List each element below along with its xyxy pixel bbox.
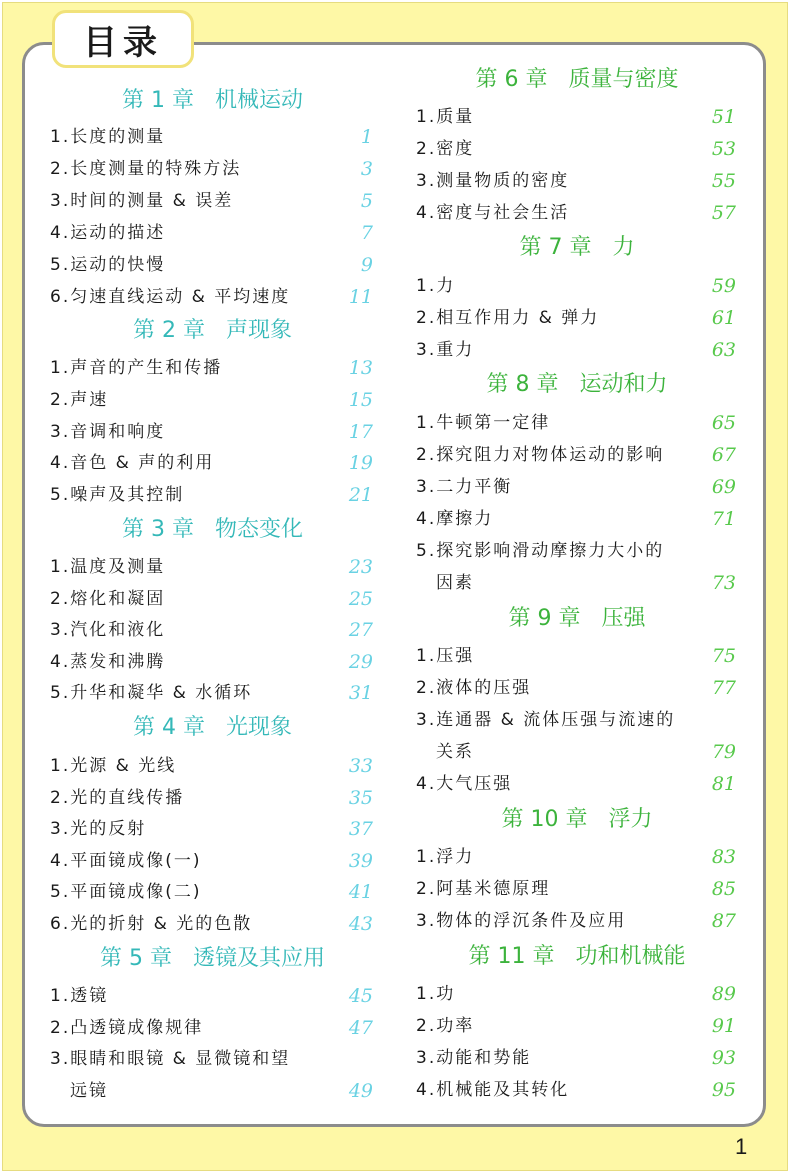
toc-entry[interactable]	[416, 842, 738, 872]
toc-entry[interactable]	[416, 705, 738, 735]
toc-entry-title: 3.连通器 & 流体压强与流速的	[416, 710, 676, 730]
toc-entry-title: 3.汽化和液化	[50, 620, 166, 640]
toc-entry-page: 21	[348, 484, 373, 506]
toc-entry-title: 1.长度的测量	[50, 127, 166, 147]
toc-entry-title: 2.阿基米德原理	[416, 879, 551, 899]
toc-entry-page: 9	[360, 254, 373, 276]
toc-entry-page: 61	[711, 307, 736, 329]
toc-entry[interactable]	[416, 166, 738, 196]
toc-entry[interactable]	[416, 102, 738, 132]
toc-entry[interactable]	[50, 218, 375, 248]
toc-entry[interactable]	[416, 641, 738, 671]
toc-entry[interactable]	[416, 440, 738, 470]
toc-entry-title: 3.二力平衡	[416, 477, 513, 497]
toc-entry-page: 13	[348, 357, 373, 379]
toc-entry[interactable]	[416, 504, 738, 534]
chapter-heading[interactable]: 第 3 章 物态变化	[122, 517, 303, 542]
toc-entry-page: 3	[360, 158, 373, 180]
toc-entry-title: 4.蒸发和沸腾	[50, 652, 166, 672]
toc-entry-page: 37	[348, 818, 373, 840]
toc-entry-page: 25	[348, 588, 373, 610]
toc-entry[interactable]	[416, 134, 738, 164]
toc-entry-title: 远镜	[70, 1081, 108, 1101]
toc-entry-page: 57	[711, 202, 736, 224]
toc-entry-title: 4.音色 & 声的利用	[50, 453, 215, 473]
toc-entry-page: 15	[348, 389, 373, 411]
toc-entry-title: 1.牛顿第一定律	[416, 413, 551, 433]
toc-entry[interactable]	[50, 154, 375, 184]
toc-entry-page: 19	[348, 452, 373, 474]
toc-entry[interactable]	[50, 846, 375, 876]
toc-entry-page: 65	[711, 412, 736, 434]
toc-entry-page: 47	[348, 1017, 373, 1039]
chapter-heading[interactable]: 第 1 章 机械运动	[122, 88, 303, 113]
toc-entry-title: 1.力	[416, 276, 456, 296]
chapter-heading[interactable]: 第 5 章 透镜及其应用	[100, 946, 325, 971]
toc-entry[interactable]	[416, 408, 738, 438]
toc-entry-page: 35	[348, 787, 373, 809]
toc-entry-title: 4.摩擦力	[416, 509, 494, 529]
toc-entry[interactable]	[50, 448, 375, 478]
toc-entry-title: 2.相互作用力 & 弹力	[416, 308, 600, 328]
toc-entry-continuation[interactable]	[416, 737, 738, 767]
toc-entry[interactable]	[50, 250, 375, 280]
toc-entry-title: 5.噪声及其控制	[50, 485, 185, 505]
toc-entry[interactable]	[50, 751, 375, 781]
chapter-heading[interactable]: 第 6 章 质量与密度	[475, 67, 679, 92]
page-title: 目录	[52, 10, 194, 68]
toc-entry-title: 3.眼睛和眼镜 & 显微镜和望	[50, 1049, 291, 1069]
toc-entry-page: 53	[711, 138, 736, 160]
toc-entry-title: 1.透镜	[50, 986, 109, 1006]
toc-entry-page: 71	[711, 508, 736, 530]
toc-entry-title: 因素	[436, 573, 474, 593]
toc-entry-page: 45	[348, 985, 373, 1007]
toc-entry[interactable]	[416, 198, 738, 228]
toc-entry-title: 1.光源 & 光线	[50, 756, 177, 776]
toc-entry-page: 23	[348, 556, 373, 578]
toc-entry[interactable]	[50, 783, 375, 813]
toc-entry-page: 59	[711, 275, 736, 297]
toc-entry[interactable]	[416, 979, 738, 1009]
toc-entry-page: 89	[711, 983, 736, 1005]
toc-entry-title: 1.压强	[416, 646, 475, 666]
toc-entry-page: 85	[711, 878, 736, 900]
toc-entry-page: 49	[348, 1080, 373, 1102]
toc-entry-title: 6.匀速直线运动 & 平均速度	[50, 287, 291, 307]
toc-entry-page: 7	[360, 222, 373, 244]
toc-entry-title: 3.时间的测量 & 误差	[50, 191, 234, 211]
toc-entry-page: 29	[348, 651, 373, 673]
toc-entry[interactable]	[50, 417, 375, 447]
chapter-heading[interactable]: 第 4 章 光现象	[133, 715, 292, 740]
chapter-heading[interactable]: 第 8 章 运动和力	[486, 372, 668, 397]
toc-entry[interactable]	[416, 1043, 738, 1073]
toc-entry-page: 75	[711, 645, 736, 667]
toc-entry[interactable]	[50, 353, 375, 383]
page-number: 1	[735, 1134, 748, 1159]
toc-entry-page: 77	[711, 677, 736, 699]
toc-entry-title: 2.密度	[416, 139, 475, 159]
toc-entry-page: 41	[348, 881, 373, 903]
toc-entry-page: 79	[711, 741, 736, 763]
toc-entry-page: 33	[348, 755, 373, 777]
toc-entry-page: 69	[711, 476, 736, 498]
toc-entry-title: 2.探究阻力对物体运动的影响	[416, 445, 665, 465]
toc-entry-title: 2.长度测量的特殊方法	[50, 159, 242, 179]
toc-entry-continuation[interactable]	[50, 1076, 375, 1106]
toc-entry-page: 11	[348, 286, 373, 308]
toc-entry-title: 2.熔化和凝固	[50, 589, 166, 609]
toc-entry-title: 3.重力	[416, 340, 475, 360]
toc-entry[interactable]	[50, 1013, 375, 1043]
toc-entry-title: 5.升华和凝华 & 水循环	[50, 683, 253, 703]
toc-entry-page: 83	[711, 846, 736, 868]
toc-entry[interactable]	[50, 1044, 375, 1074]
toc-entry[interactable]	[50, 814, 375, 844]
toc-entry[interactable]	[50, 584, 375, 614]
toc-entry-title: 关系	[436, 742, 474, 762]
toc-entry-title: 5.平面镜成像(二)	[50, 882, 202, 902]
toc-entry-title: 5.探究影响滑动摩擦力大小的	[416, 541, 665, 561]
toc-entry[interactable]	[50, 877, 375, 907]
toc-entry[interactable]	[50, 122, 375, 152]
chapter-heading[interactable]: 第 2 章 声现象	[133, 318, 292, 343]
toc-entry-title: 4.密度与社会生活	[416, 203, 570, 223]
toc-entry-title: 3.物体的浮沉条件及应用	[416, 911, 627, 931]
chapter-heading[interactable]: 第 10 章 浮力	[501, 807, 653, 832]
toc-entry[interactable]	[50, 186, 375, 216]
toc-entry[interactable]	[50, 909, 375, 939]
toc-entry[interactable]	[50, 385, 375, 415]
toc-entry-page: 51	[711, 106, 736, 128]
toc-entry-page: 1	[360, 126, 373, 148]
toc-entry[interactable]	[50, 981, 375, 1011]
toc-entry[interactable]	[416, 1075, 738, 1105]
toc-entry-title: 3.光的反射	[50, 819, 147, 839]
toc-entry[interactable]	[416, 472, 738, 502]
toc-entry-page: 91	[711, 1015, 736, 1037]
toc-entry-page: 5	[360, 190, 373, 212]
toc-entry[interactable]	[416, 874, 738, 904]
toc-entry[interactable]	[50, 480, 375, 510]
toc-entry-title: 3.音调和响度	[50, 422, 166, 442]
toc-entry[interactable]	[416, 1011, 738, 1041]
toc-entry-page: 67	[711, 444, 736, 466]
toc-entry-page: 73	[711, 572, 736, 594]
toc-entry-title: 2.凸透镜成像规律	[50, 1018, 204, 1038]
toc-entry-title: 3.动能和势能	[416, 1048, 532, 1068]
toc-entry-title: 2.液体的压强	[416, 678, 532, 698]
toc-entry[interactable]	[50, 282, 375, 312]
toc-entry-title: 3.测量物质的密度	[416, 171, 570, 191]
toc-entry[interactable]	[416, 271, 738, 301]
toc-entry-page: 17	[348, 421, 373, 443]
toc-entry[interactable]	[416, 335, 738, 365]
chapter-heading[interactable]: 第 7 章 力	[519, 235, 635, 260]
toc-entry-title: 4.机械能及其转化	[416, 1080, 570, 1100]
toc-entry-title: 2.光的直线传播	[50, 788, 185, 808]
toc-entry[interactable]	[416, 906, 738, 936]
toc-entry[interactable]	[416, 303, 738, 333]
toc-entry-continuation[interactable]	[416, 568, 738, 598]
toc-entry-page: 39	[348, 850, 373, 872]
toc-entry-title: 1.温度及测量	[50, 557, 166, 577]
toc-entry-page: 81	[711, 773, 736, 795]
toc-entry-title: 1.功	[416, 984, 456, 1004]
toc-entry[interactable]	[50, 678, 375, 708]
toc-entry-title: 1.声音的产生和传播	[50, 358, 223, 378]
toc-entry-title: 4.大气压强	[416, 774, 513, 794]
toc-entry-page: 95	[711, 1079, 736, 1101]
toc-entry-page: 27	[348, 619, 373, 641]
chapter-heading[interactable]: 第 9 章 压强	[508, 606, 646, 631]
toc-entry-title: 2.声速	[50, 390, 109, 410]
toc-entry-page: 63	[711, 339, 736, 361]
toc-entry-title: 4.运动的描述	[50, 223, 166, 243]
toc-entry[interactable]	[50, 552, 375, 582]
toc-entry-title: 5.运动的快慢	[50, 255, 166, 275]
toc-entry-page: 87	[711, 910, 736, 932]
toc-entry[interactable]	[50, 615, 375, 645]
toc-entry-page: 31	[348, 682, 373, 704]
toc-entry-page: 55	[711, 170, 736, 192]
toc-entry-title: 2.功率	[416, 1016, 475, 1036]
toc-entry-page: 93	[711, 1047, 736, 1069]
toc-entry-page: 43	[348, 913, 373, 935]
toc-entry[interactable]	[416, 673, 738, 703]
chapter-heading[interactable]: 第 11 章 功和机械能	[468, 944, 686, 969]
toc-entry-title: 1.浮力	[416, 847, 475, 867]
toc-entry[interactable]	[416, 536, 738, 566]
toc-entry-title: 4.平面镜成像(一)	[50, 851, 202, 871]
toc-entry[interactable]	[416, 769, 738, 799]
toc-entry-title: 1.质量	[416, 107, 475, 127]
toc-entry-title: 6.光的折射 & 光的色散	[50, 914, 253, 934]
toc-entry[interactable]	[50, 647, 375, 677]
